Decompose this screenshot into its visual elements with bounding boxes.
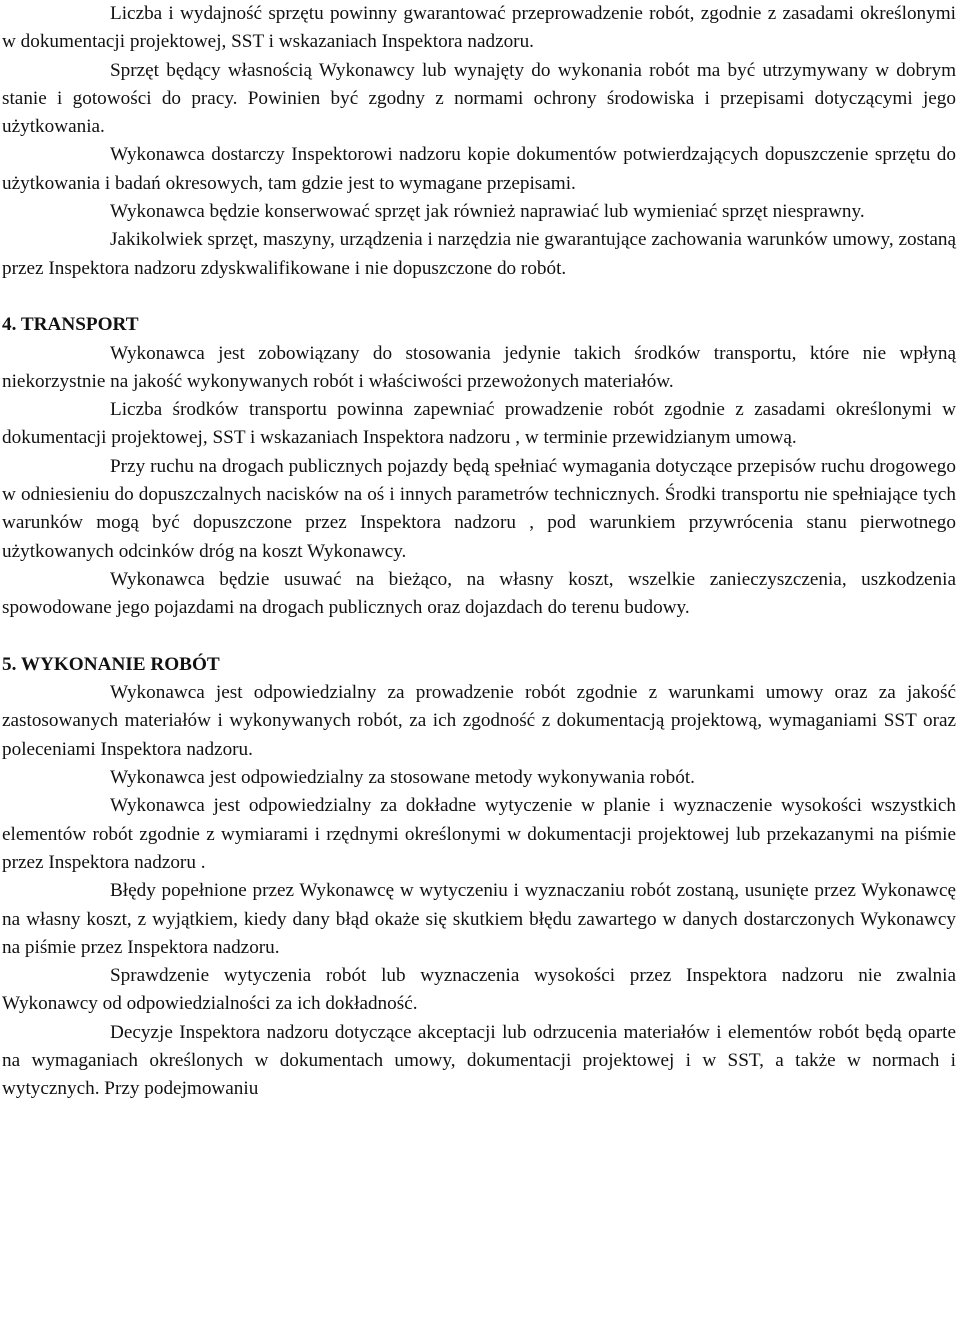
- paragraph-transport-cleaning: Wykonawca będzie usuwać na bieżąco, na własny koszt, wszelkie zanieczyszczenia, uszkodzenia spowodowane jego pojazdami na drogach publicznych oraz dojazdach do terenu budowy.: [2, 568, 956, 619]
- paragraph-works-verification: Sprawdzenie wytyczenia robót lub wyznaczenia wysokości przez Inspektora nadzoru nie zwalnia Wykonawcy od odpowiedzialności za ich dokładność.: [2, 965, 956, 1015]
- paragraph-works-responsibility: Wykonawca jest odpowiedzialny za prowadzenie robót zgodnie z warunkami umowy oraz za jakość zastosowanych materiałów i wykonywanych robót, za ich zgodność z dokumentacją projektową, wymaganiami SST oraz poleceniami Inspektora nadzoru.: [2, 682, 956, 760]
- paragraph-equipment-maintenance: Wykonawca będzie konserwować sprzęt jak również naprawiać lub wymieniać sprzęt niesprawny.: [110, 201, 865, 223]
- paragraph-equipment-capacity: Liczba i wydajność sprzętu powinny gwarantować przeprowadzenie robót, zgodnie z zasadami określonymi w dokumentacji projektowej, SST i wskazaniach Inspektora nadzoru.: [2, 3, 956, 53]
- paragraph-works-setting-out: Wykonawca jest odpowiedzialny za dokładne wytyczenie w planie i wyznaczenie wysokości wszystkich elementów robót zgodnie z wymiarami i rzędnymi określonymi w dokumentacji projektowej lub przekazanymi na piśmie przez Inspektora nadzoru .: [2, 795, 956, 873]
- paragraph-transport-means: Wykonawca jest zobowiązany do stosowania jedynie takich środków transportu, które nie wpłyną niekorzystnie na jakość wykonywanych robót i właściwości przewożonych materiałów.: [2, 342, 956, 392]
- section-heading-transport: 4. TRANSPORT: [2, 314, 139, 336]
- paragraph-works-decisions: Decyzje Inspektora nadzoru dotyczące akceptacji lub odrzucenia materiałów i elementów robót będą oparte na wymaganiach określonych w dokumentach umowy, dokumentacji projektowej i w SST, a także w normach i wytycznych. Przy podejmowaniu: [2, 1021, 956, 1100]
- paragraph-transport-count: Liczba środków transportu powinna zapewniać prowadzenie robót zgodnie z zasadami określonymi w dokumentacji projektowej, SST i wskazaniach Inspektora nadzoru , w terminie przewidzianym umową.: [2, 399, 956, 449]
- paragraph-works-methods: Wykonawca jest odpowiedzialny za stosowane metody wykonywania robót.: [110, 767, 695, 789]
- paragraph-transport-public-roads: Przy ruchu na drogach publicznych pojazdy będą spełniać wymagania dotyczące przepisów ruchu drogowego w odniesieniu do dopuszczalnych nacisków na oś i innych parametrów technicznych. Środki transportu nie spełniające tych warunków mogą być dopuszczone przez Inspektora nadzoru , pod warunkiem przywrócenia stanu pierwotnego użytkowanych odcinków dróg na koszt Wykonawcy.: [2, 455, 956, 562]
- paragraph-equipment-documents: Wykonawca dostarczy Inspektorowi nadzoru kopie dokumentów potwierdzających dopuszczenie sprzętu do użytkowania i badań okresowych, tam gdzie jest to wymagane przepisami.: [2, 144, 956, 194]
- section-heading-works-execution: 5. WYKONANIE ROBÓT: [2, 653, 220, 675]
- paragraph-equipment-condition: Sprzęt będący własnością Wykonawcy lub wynajęty do wykonania robót ma być utrzymywany w dobrym stanie i gotowości do pracy. Powinien być zgodny z normami ochrony środowiska i przepisami dotyczącymi jego użytkowania.: [2, 59, 956, 138]
- paragraph-equipment-disqualification: Jakikolwiek sprzęt, maszyny, urządzenia i narzędzia nie gwarantujące zachowania warunków umowy, zostaną przez Inspektora nadzoru zdyskwalifikowane i nie dopuszczone do robót.: [2, 229, 956, 279]
- paragraph-works-errors: Błędy popełnione przez Wykonawcę w wytyczeniu i wyznaczaniu robót zostaną, usunięte przez Wykonawcę na własny koszt, z wyjątkiem, kiedy dany błąd okaże się skutkiem błędu zawartego w danych dostarczonych Wykonawcy na piśmie przez Inspektora nadzoru.: [2, 880, 956, 958]
